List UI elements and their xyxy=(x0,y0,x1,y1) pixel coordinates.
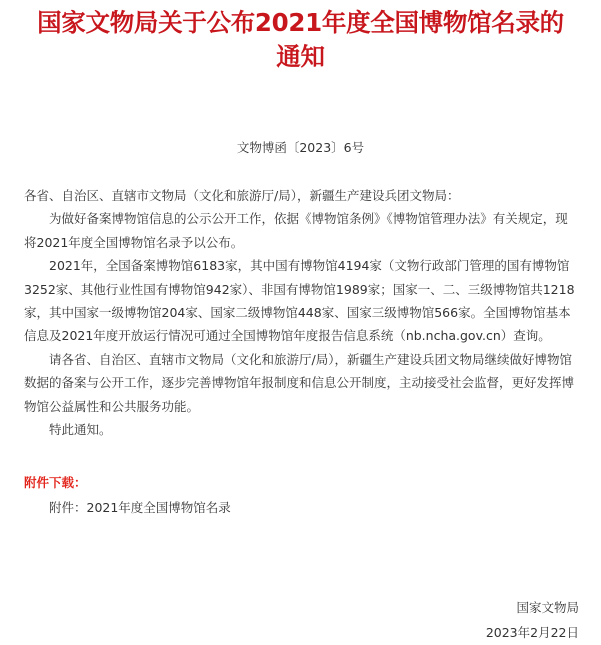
paragraph-2: 2021年，全国备案博物馆6183家，其中国有博物馆4194家（文物行政部门管理的国有博物馆3252家、其他行业性国有博物馆942家）、非国有博物馆1989家；国家一、二、三级博物馆共1218家，其中国家一级博物馆204家、国家二级博物馆448家、国家三级博物馆566家。全国博物馆基本信息及2021年度开放运行情况可通过全国博物馆年度报告信息系统（nb.ncha.gov.cn）查询。 xyxy=(24,258,575,344)
page-title-line-1: 国家文物局关于公布2021年度全国博物馆名录的 xyxy=(37,8,564,37)
closing-text: 特此通知。 xyxy=(49,422,112,438)
page-title-line-2: 通知 xyxy=(276,42,325,71)
notice-body xyxy=(24,184,577,441)
page-title xyxy=(0,6,601,74)
signature-block xyxy=(486,595,579,645)
issue-date: 2023年2月22日 xyxy=(485,625,579,640)
issuer-name: 国家文物局 xyxy=(516,600,579,615)
paragraph-3: 请各省、自治区、直辖市文物局（文化和旅游厅/局），新疆生产建设兵团文物局继续做好博物馆数据的备案与公开工作，逐步完善博物馆年报制度和信息公开制度，主动接受社会监督，更好发挥博物馆公益属性和公共服务功能。 xyxy=(24,351,575,414)
paragraph-1: 为做好备案博物馆信息的公示公开工作，依据《博物馆条例》《博物馆管理办法》有关规定，现将2021年度全国博物馆名录予以公布。 xyxy=(24,211,568,250)
document-number: 文物博函〔2023〕6号 xyxy=(236,140,365,155)
attachment-heading: 附件下载： xyxy=(24,475,87,490)
salutation: 各省、自治区、直辖市文物局（文化和旅游厅/局），新疆生产建设兵团文物局： xyxy=(24,188,460,203)
attachment-link[interactable]: 附件：2021年度全国博物馆名录 xyxy=(49,500,231,515)
